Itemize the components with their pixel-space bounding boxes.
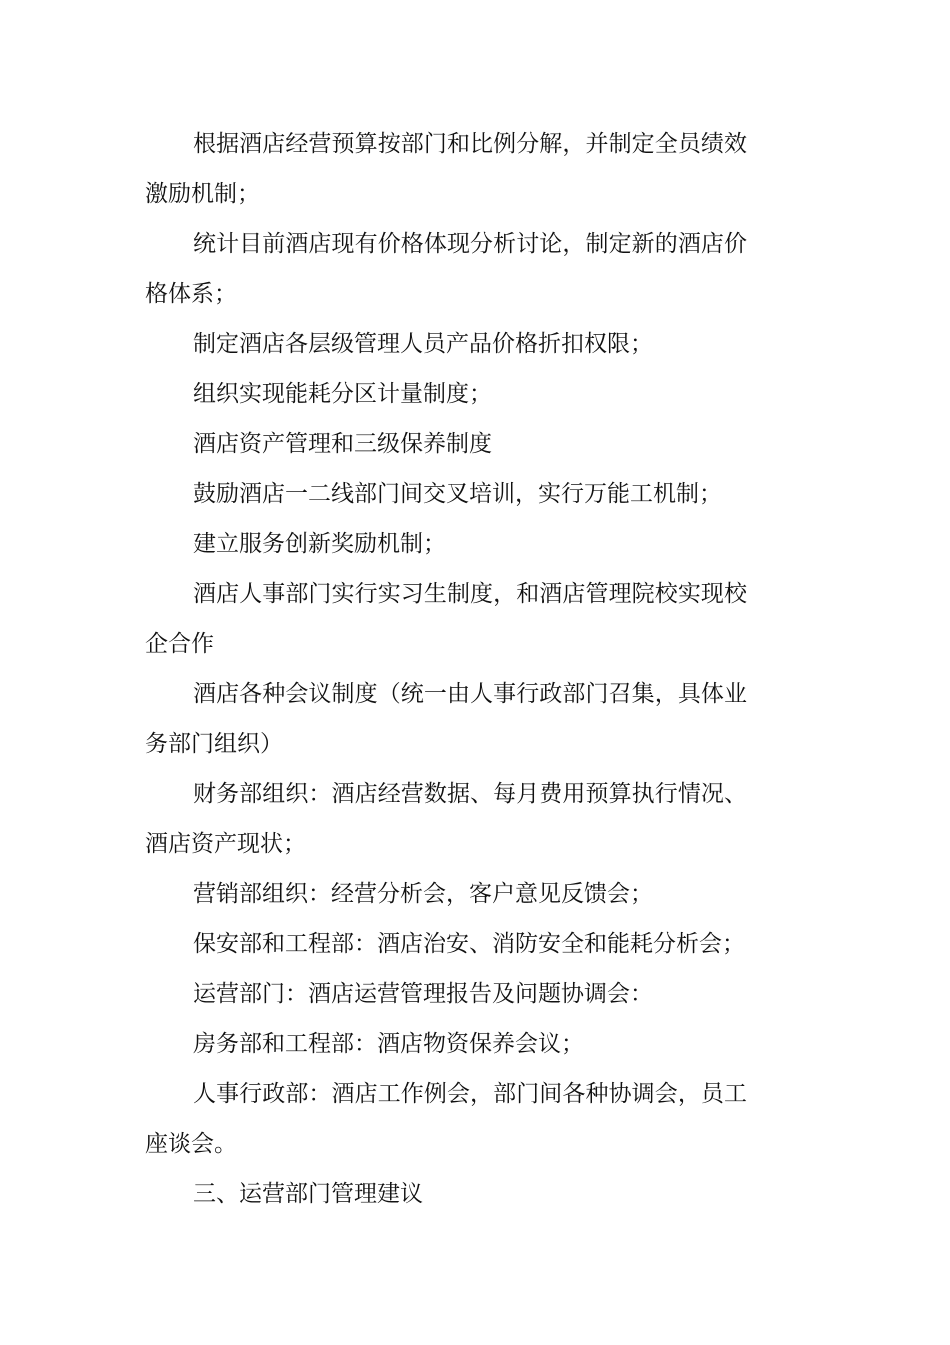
paragraph-energy-metering: 组织实现能耗分区计量制度； <box>193 381 492 407</box>
paragraph-finance-meetings: 财务部组织：酒店经营数据、每月费用预算执行情况、酒店资产现状； <box>145 781 747 857</box>
paragraph-discount-authority: 制定酒店各层级管理人员产品价格折扣权限； <box>193 331 653 357</box>
document-body <box>145 119 747 1219</box>
paragraph-operations-meetings: 运营部门：酒店运营管理报告及问题协调会： <box>193 981 653 1007</box>
paragraph-internship: 酒店人事部门实行实习生制度，和酒店管理院校实现校企合作 <box>145 581 747 657</box>
section-heading-operations: 三、运营部门管理建议 <box>193 1181 423 1207</box>
paragraph-cross-training: 鼓励酒店一二线部门间交叉培训，实行万能工机制； <box>193 481 722 507</box>
paragraph-hr-meetings: 人事行政部：酒店工作例会，部门间各种协调会，员工座谈会。 <box>145 1081 747 1157</box>
paragraph-innovation-reward: 建立服务创新奖励机制； <box>193 531 446 557</box>
paragraph-price-system: 统计目前酒店现有价格体现分析讨论，制定新的酒店价格体系； <box>145 231 747 307</box>
paragraph-asset-maintenance: 酒店资产管理和三级保养制度 <box>193 431 492 457</box>
paragraph-meeting-system: 酒店各种会议制度（统一由人事行政部门召集，具体业务部门组织） <box>145 681 747 757</box>
paragraph-budget-decomposition: 根据酒店经营预算按部门和比例分解，并制定全员绩效激励机制； <box>145 131 747 207</box>
paragraph-housekeeping-meetings: 房务部和工程部：酒店物资保养会议； <box>193 1031 584 1057</box>
paragraph-marketing-meetings: 营销部组织：经营分析会，客户意见反馈会； <box>193 881 653 907</box>
paragraph-security-engineering-meetings: 保安部和工程部：酒店治安、消防安全和能耗分析会； <box>193 931 745 957</box>
